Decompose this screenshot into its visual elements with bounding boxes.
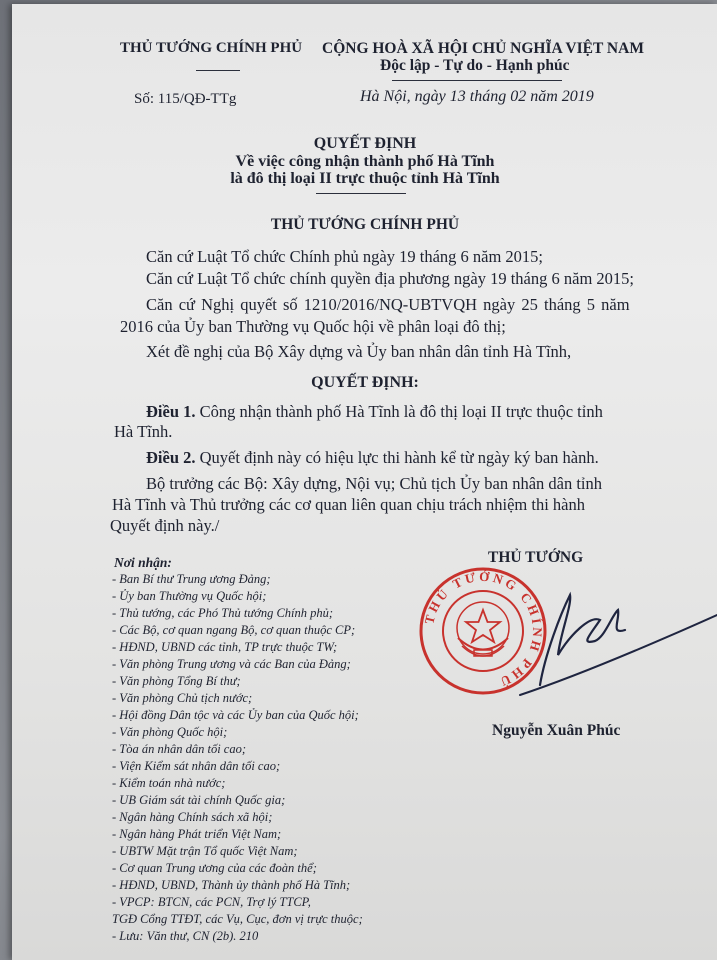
recipient-item: - Văn phòng Chủ tịch nước; [112, 691, 253, 705]
seal-text: THỦ TƯỚNG CHÍNH PHỦ [421, 568, 546, 691]
issuer-underline [196, 70, 240, 71]
recipient-item: - Thủ tướng, các Phó Thủ tướng Chính phủ; [112, 606, 334, 620]
recipient-item: - VPCP: BTCN, các PCN, Trợ lý TTCP, [112, 895, 311, 909]
article-1-cont: Hà Tĩnh. [114, 422, 173, 441]
recipient-item: - Tòa án nhân dân tối cao; [112, 742, 247, 756]
signer-name: Nguyễn Xuân Phúc [492, 722, 621, 739]
document-number: Số: 115/QĐ-TTg [134, 91, 237, 107]
basis-3: Căn cứ Nghị quyết số 1210/2016/NQ-UBTVQH ngày 25 tháng 5 năm [146, 295, 630, 314]
title-underline [316, 193, 406, 194]
recipients-heading: Nơi nhận: [114, 555, 172, 570]
recipient-item: - Cơ quan Trung ương của các đoàn thể; [112, 861, 317, 875]
decision-subject-line2: là đô thị loại II trực thuộc tỉnh Hà Tĩnh [230, 170, 500, 187]
recipient-item: - UBTW Mặt trận Tổ quốc Việt Nam; [112, 844, 298, 858]
authority-heading: THỦ TƯỚNG CHÍNH PHỦ [270, 216, 460, 233]
basis-3-cont: 2016 của Ủy ban Thường vụ Quốc hội về phân loại đô thị; [120, 317, 506, 336]
article-2-text: Quyết định này có hiệu lực thi hành kể từ ngày ký ban hành. [199, 448, 599, 467]
basis-1: Căn cứ Luật Tổ chức Chính phủ ngày 19 tháng 6 năm 2015; [146, 247, 544, 266]
recipient-item: - Ban Bí thư Trung ương Đảng; [112, 572, 271, 586]
recipient-item: - Ngân hàng Phát triển Việt Nam; [112, 827, 282, 841]
article-3-line3: Quyết định này./ [110, 516, 220, 535]
decision-subject-line1: Về việc công nhận thành phố Hà Tĩnh [235, 153, 495, 170]
recipient-item: - Văn phòng Trung ương và các Ban của Đảng; [112, 657, 351, 671]
article-1-text: Công nhận thành phố Hà Tĩnh là đô thị loại II trực thuộc tỉnh [199, 402, 603, 421]
recipient-item: - Các Bộ, cơ quan ngang Bộ, cơ quan thuộc CP; [112, 623, 356, 637]
recipient-item: - UB Giám sát tài chính Quốc gia; [112, 793, 286, 807]
decision-title: QUYẾT ĐỊNH [313, 135, 417, 152]
recipient-item: - Văn phòng Quốc hội; [112, 725, 228, 739]
article-2 [146, 446, 599, 469]
recipient-item: TGĐ Cổng TTĐT, các Vụ, Cục, đơn vị trực thuộc; [112, 912, 363, 926]
recipient-item: - Kiểm toán nhà nước; [112, 776, 226, 790]
basis-4: Xét đề nghị của Bộ Xây dựng và Ủy ban nhân dân tỉnh Hà Tĩnh, [146, 342, 572, 361]
motto-underline [392, 80, 562, 81]
seal-star-icon [466, 610, 500, 642]
recipient-item: - Ủy ban Thường vụ Quốc hội; [112, 589, 267, 603]
recipient-item: - HĐND, UBND, Thành ủy thành phố Hà Tĩnh; [112, 878, 351, 892]
article-2-label: Điều 2. [146, 448, 196, 467]
article-1 [146, 400, 603, 423]
recipient-item: - Viện Kiểm sát nhân dân tối cao; [112, 759, 281, 773]
recipient-item: - HĐND, UBND các tỉnh, TP trực thuộc TW; [112, 640, 338, 654]
basis-2: Căn cứ Luật Tổ chức chính quyền địa phương ngày 19 tháng 6 năm 2015; [146, 269, 634, 288]
country-name: CỘNG HOÀ XÃ HỘI CHỦ NGHĨA VIỆT NAM [322, 40, 644, 57]
article-3-line1: Bộ trưởng các Bộ: Xây dựng, Nội vụ; Chủ tịch Ủy ban nhân dân tỉnh [146, 474, 603, 493]
recipient-item: - Lưu: Văn thư, CN (2b). 210 [112, 929, 259, 943]
signer-title: THỦ TƯỚNG [488, 549, 584, 566]
article-1-label: Điều 1. [146, 402, 196, 421]
recipient-item: - Hội đồng Dân tộc và các Ủy ban của Quốc hội; [112, 708, 359, 722]
motto: Độc lập - Tự do - Hạnh phúc [380, 57, 570, 74]
recipients-list [112, 571, 363, 945]
decision-heading: QUYẾT ĐỊNH: [311, 374, 419, 391]
place-date: Hà Nội, ngày 13 tháng 02 năm 2019 [360, 88, 594, 105]
recipient-item: - Văn phòng Tổng Bí thư; [112, 674, 241, 688]
handwritten-signature [500, 575, 717, 700]
article-3-line2: Hà Tĩnh và Thủ trưởng các cơ quan liên quan chịu trách nhiệm thi hành [112, 495, 585, 514]
issuer-name: THỦ TƯỚNG CHÍNH PHỦ [120, 40, 303, 56]
recipient-item: - Ngân hàng Chính sách xã hội; [112, 810, 273, 824]
